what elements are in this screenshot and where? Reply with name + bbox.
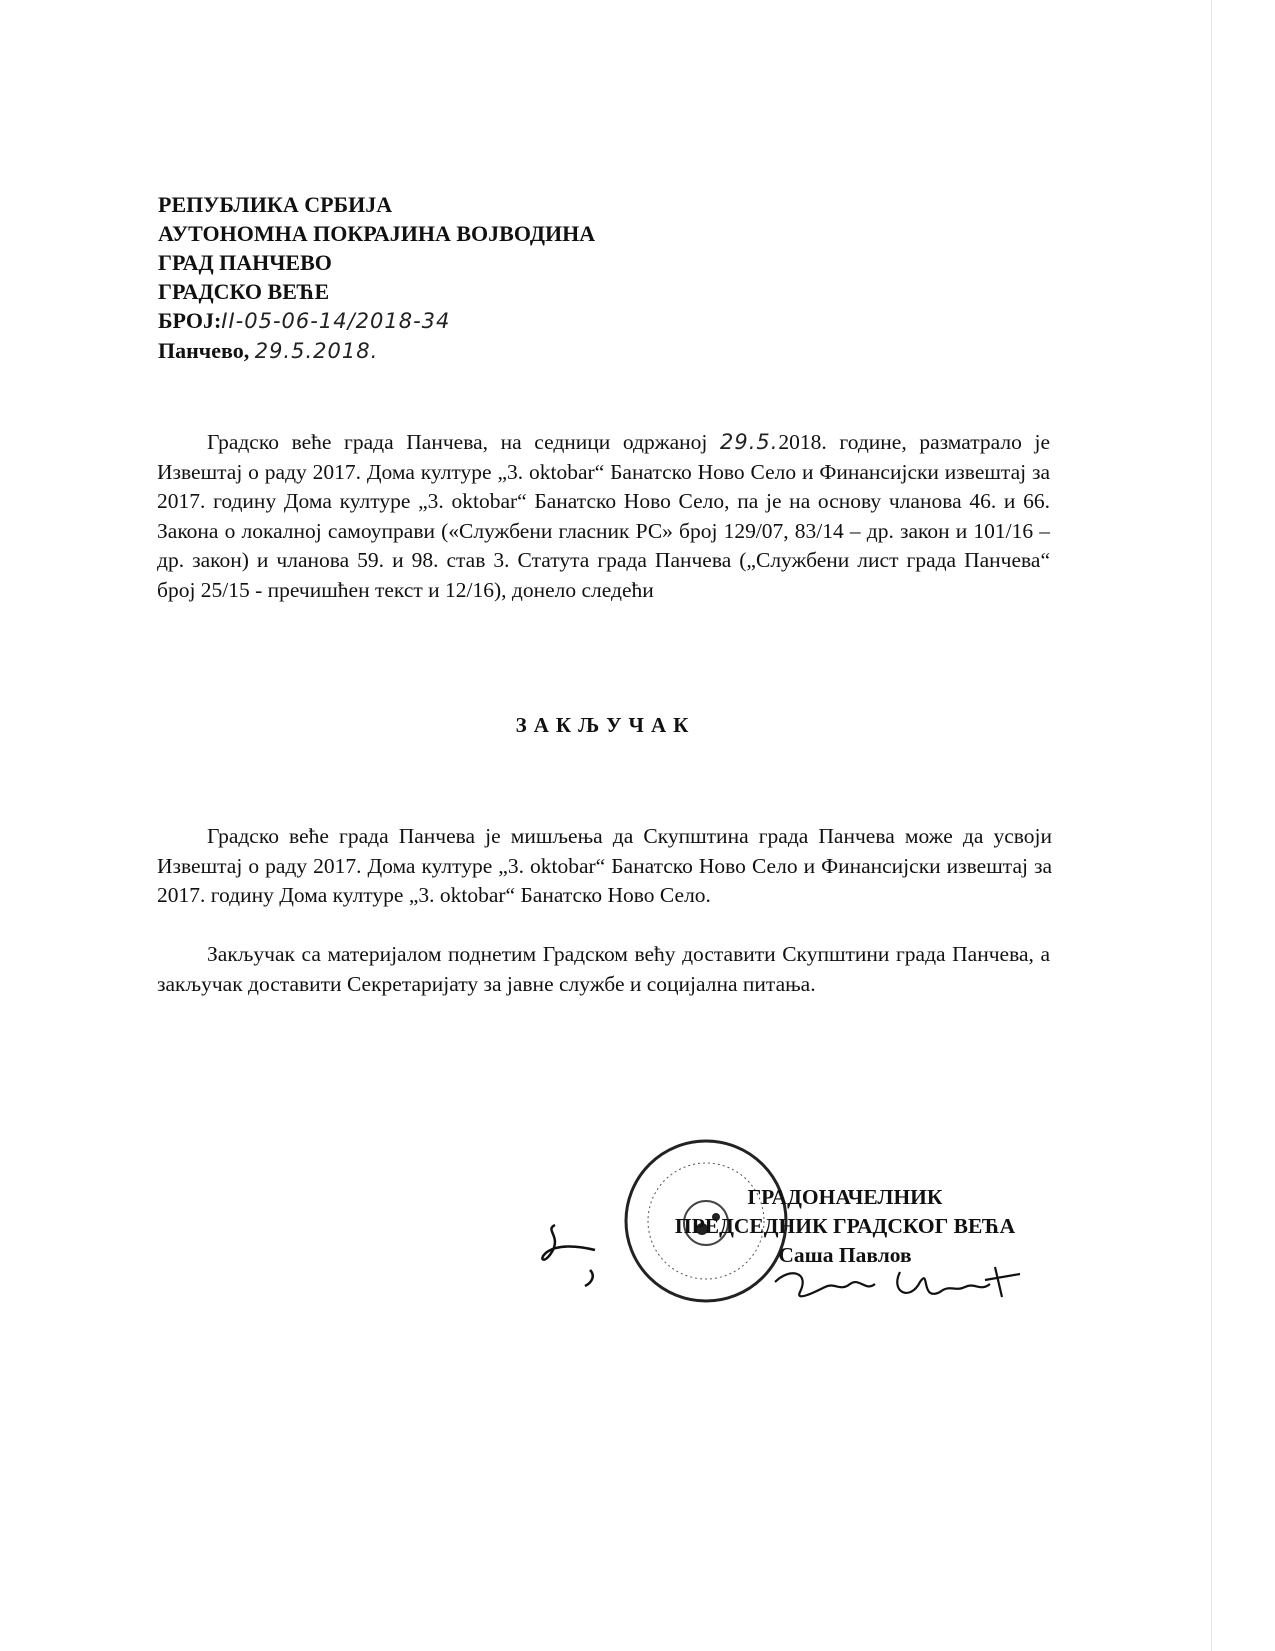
place-label: Панчево, — [158, 338, 250, 363]
header-line: ГРАДСКО ВЕЋЕ — [158, 279, 330, 304]
conclusion-paragraph: Градско веће града Панчева је мишљења да Скупштина града Панчева може да усвоји Извештај о раду 2017. Дома културе „3. oktobar“ Банатско Ново Село и Финансијски извештај за 2017. годину Дома културе „3. oktobar“ Банатско Ново Село. — [157, 824, 1052, 907]
header-line: АУТОНОМНА ПОКРАЈИНА ВОЈВОДИНА — [158, 221, 596, 246]
signature-block — [650, 1183, 1040, 1270]
delivery-paragraph: Закључак са материјалом поднетим Градском већу доставити Скупштини града Панчева, а закључак доставити Секретаријату за јавне службе и социјална питања. — [157, 942, 1050, 996]
signer-title: ГРАДОНАЧЕЛНИК — [747, 1185, 943, 1209]
date-handwritten: 29.5.2018. — [254, 339, 379, 363]
intro-text: Градско веће града Панчева, на седници одржаној — [207, 430, 720, 454]
number-value-handwritten: II-05-06-14/2018-34 — [221, 309, 451, 333]
session-date-handwritten: 29.5. — [719, 430, 779, 454]
document-title: ЗАКЉУЧАК — [515, 713, 696, 737]
header-line: РЕПУБЛИКА СРБИЈА — [158, 192, 393, 217]
header-line: ГРАД ПАНЧЕВО — [158, 250, 332, 275]
intro-text-continued: 2018. године, разматрало је Извештај о раду 2017. Дома културе „3. oktobar“ Банатско Ново Село и Финансијски извештај за 2017. годину Дома културе „3. oktobar“ Банатско Ново Село, па је на основу чланова 46. и 66. Закона о локалној самоуправи («Службени гласник РС» број 129/07, 83/14 – др. закон и 101/16 – др. закон) и чланова 59. и 98. став 3. Статута града Панчева („Службени лист града Панчева“ број 25/15 - пречишћен текст и 12/16), донело следећи — [157, 430, 1050, 602]
signer-position: ПРЕДСЕДНИК ГРАДСКОГ ВЕЋА — [674, 1214, 1016, 1238]
place-date — [158, 336, 595, 366]
document-header — [158, 190, 595, 366]
document-number — [158, 306, 595, 336]
signer-name: Саша Павлов — [778, 1243, 912, 1267]
handwritten-signature — [770, 1262, 1030, 1312]
initials-handwritten — [535, 1220, 615, 1290]
intro-paragraph — [157, 428, 1050, 605]
number-label: БРОЈ: — [158, 308, 222, 333]
